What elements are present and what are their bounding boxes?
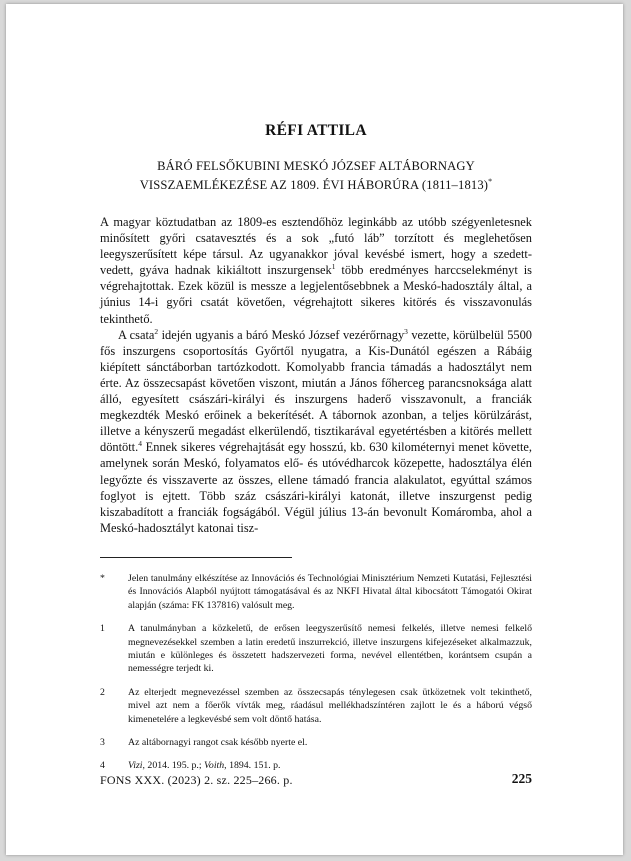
footnote-ref-2[interactable]: 2 (154, 326, 159, 336)
footnote-3 (100, 736, 532, 749)
footnote-text: Jelen tanulmány elkészítése az Innovációs és Technológiai Minisztérium Nemzeti Kutatási, Fejlesztési és Innovációs Alapból nyújtott támogatásával és az NKFI Hivatal által kibocsátott Támogatói Okirat alapján (száma: FK 137816) valósult meg. (128, 573, 532, 611)
footnote-separator (100, 557, 292, 558)
footnote-ref-3[interactable]: 3 (404, 326, 408, 336)
citation-detail: , 2014. 195. p.; (142, 760, 205, 772)
title-line-1: BÁRÓ FELSŐKUBINI MESKÓ JÓZSEF ALTÁBORNAGY (157, 159, 475, 173)
footnote-text: Az altábornagyi rangot csak később nyerte el. (128, 737, 308, 749)
paragraph-2-text-a: A csata (118, 327, 155, 342)
journal-citation: FONS XXX. (2023) 2. sz. 225–266. p. (100, 773, 293, 787)
footnote-mark: * (100, 573, 105, 584)
title-line-2-text: VISSZAEMLÉKEZÉSE AZ 1809. ÉVI HÁBORÚRA (1811–1813) (139, 178, 489, 193)
footnote-2 (100, 686, 532, 726)
article-title (100, 158, 532, 193)
footnote-ref-1[interactable]: 1 (331, 262, 336, 272)
footnote-mark: 2 (100, 686, 105, 698)
footnote-4 (100, 759, 532, 772)
footnote-mark: 4 (100, 760, 105, 772)
paragraph-1-text-b: több eredményes harccselekményt is végrehajtottak. Ezek közül is messze a legjelentősebbnek a Meskó-hadosztály által, a június 14-i győri csatát követően, végrehajtott sikeres kitörés és visszavonulás tekinthető. (100, 263, 532, 326)
citation-author-voith: Voith (204, 760, 225, 772)
footnote-ref-4[interactable]: 4 (138, 439, 142, 449)
footnote-mark: 1 (100, 623, 105, 635)
paragraph-1 (100, 214, 532, 327)
footnotes (100, 572, 532, 783)
footnote-mark: 3 (100, 737, 105, 749)
citation-author-vizi: Vizi (128, 760, 143, 772)
paragraph-2 (100, 327, 532, 536)
title-footnote-marker[interactable]: * (488, 177, 493, 186)
body-text (100, 214, 532, 536)
paragraph-1-text-a: A magyar köztudatban az 1809-es esztendőhöz leginkább az utóbb szégyenletesnek minősített győri csatavesztés és a sok „futó láb” torzított és meglehetősen leegyszerűsített képe társul. Az ugyanakkor jóval kevésbé ismert, hogy a szedett-vedett, gyáva hadnak kikiáltott inszurgensek (100, 215, 532, 278)
footnote-star (100, 572, 532, 612)
paragraph-2-text-b: idején ugyanis a báró Meskó József vezérőrnagy (158, 327, 405, 342)
paragraph-2-text-d: Ennek sikeres végrehajtását egy hosszú, kb. 630 kilométernyi menet követte, amelynek során Meskó, folyamatos elő- és utóvédharcok közepette, hadosztálya élén legyőzte és visszaverte az összes, ellene támadó francia alakulatot, egyúttal számos foglyot is ejtett. Több száz császári-királyi katonát, illetve inszurgenst pedig kiszabadított a franciák fogságából. Végül július 13-án bevonult Komáromba, ahol a Meskó-hadosztályt katonai tisz- (100, 440, 532, 535)
footnote-text: Az elterjedt megnevezéssel szemben az összecsapás ténylegesen csak ütközetnek volt tekinthető, mivel azt nem a főerők vívták meg, ráadásul mellékhadszíntéren zajlott le és a háború végső kimenetelére a legkevésbé sem volt döntő hatása. (128, 686, 532, 725)
citation-detail: , 1894. 151. p. (224, 760, 281, 772)
page (6, 4, 623, 855)
page-number: 225 (511, 771, 532, 786)
footnote-text: A tanulmányban a közkeletű, de erősen leegyszerűsítő nemesi felkelés, illetve nemesi felkelő megnevezésekkel szemben a latin eredetű inszurrekció, illetve inszurgens kifejezéseket alkalmazzuk, miután e különleges és összetett hadszervezeti forma, nevével ellentétben, korántsem csupán a nemességre terjedt ki. (128, 623, 532, 675)
footnote-text (128, 759, 532, 772)
title-line-2 (100, 174, 532, 193)
author-name: RÉFI ATTILA (265, 122, 367, 139)
paragraph-2-text-c: vezette, körülbelül 5500 fős inszurgens csoportosítás Győrtől nyugatra, a Kis-Dunától egészen a Rábáig kiépített sánctáborban tartózkodott. Komolyabb francia támadás a hadosztályt nem érte. Az összecsapást követően viszont, miután a János főherceg parancsnoksága alatt álló, egyesített császári-királyi és inszurgens haderő visszavonult, a franciák megkezdték Meskó erőinek a bekerítését. A tábornok azonban, a teljes körülzárást, illetve a kényszerű megadást elkerülendő, tisztikarával egyetértésben a kitörés mellett döntött. (100, 327, 532, 455)
footnote-1 (100, 622, 532, 676)
